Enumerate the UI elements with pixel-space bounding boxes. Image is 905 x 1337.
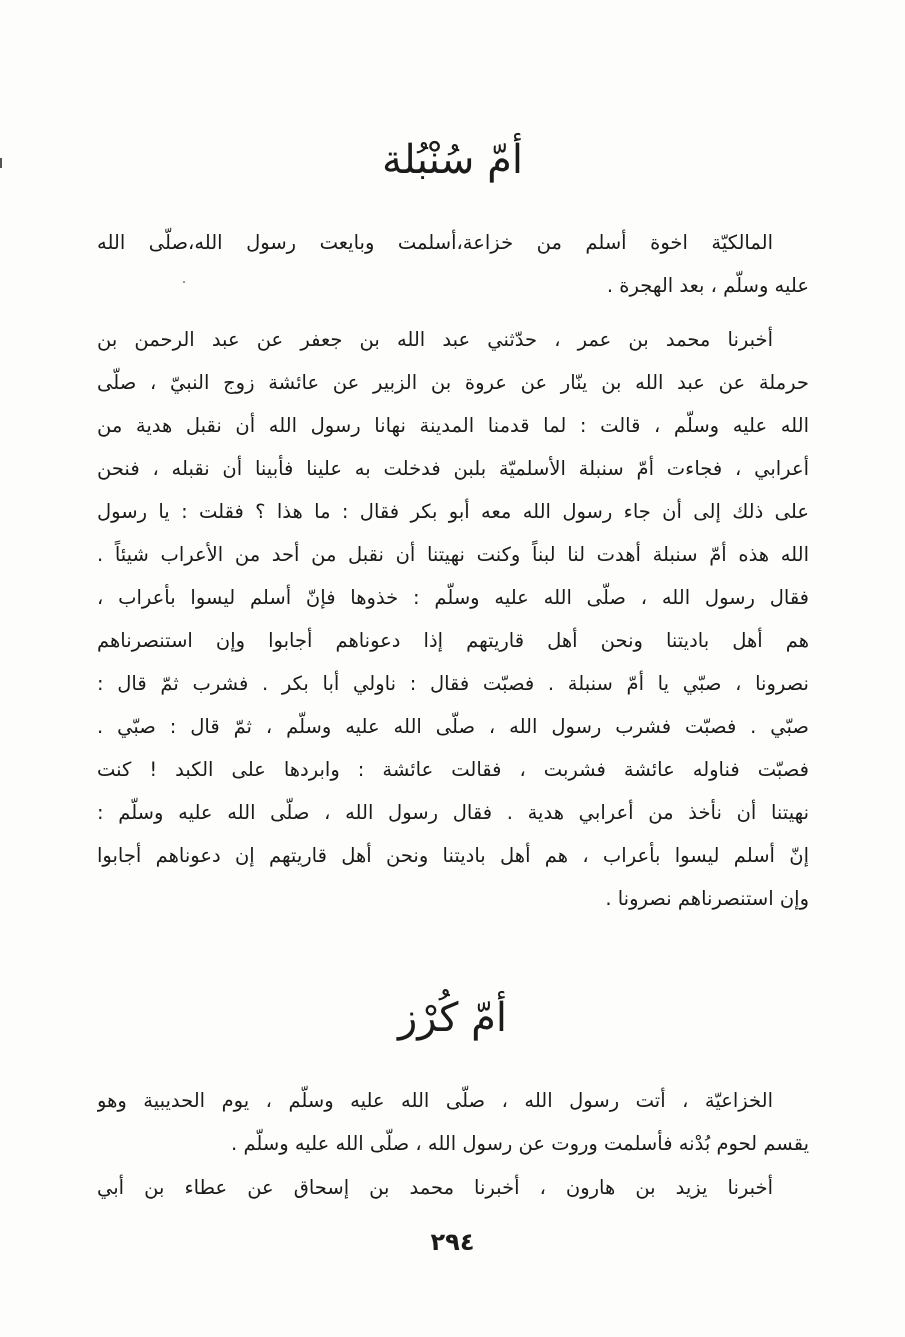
text-line: الله هذه أمّ سنبلة أهدت لنا لبناً وكنت نهيتنا أن نقبل من أحد من الأعراب شيئاً . [97,543,809,566]
text-line: أخبرنا يزيد بن هارون ، أخبرنا محمد بن إسحاق عن عطاء بن أبي [97,1176,773,1199]
text-line: يقسم لحوم بُدْنه فأسلمت وروت عن رسول الله ، صلّى الله عليه وسلّم . [231,1132,809,1155]
section1-intro-paragraph [97,221,809,307]
section-title-umm-sunbula: أمّ سُنْبُلة [382,137,523,183]
text-line: نهيتنا أن نأخذ من أعرابي هدية . فقال رسول الله ، صلّى الله عليه وسلّم : [97,801,809,824]
section2-hadith-paragraph [97,1166,809,1209]
text-line: عليه وسلّم ، بعد الهجرة . [606,274,809,297]
text-line: فقال رسول الله ، صلّى الله عليه وسلّم : خذوها فإنّ أسلم ليسوا بأعراب ، [97,586,809,609]
text-line: على ذلك إلى أن جاء رسول الله معه أبو بكر فقال : ما هذا ؟ فقلت : يا رسول [97,500,809,523]
text-line: أعرابي ، فجاءت أمّ سنبلة الأسلميّة بلبن فدخلت به علينا فأبينا أن نقبله ، فنحن [97,457,809,480]
page-number: ٢٩٤ [430,1228,475,1256]
text-line: هم أهل باديتنا ونحن أهل قاريتهم إذا دعوناهم أجابوا وإن استنصرناهم [97,629,809,652]
section-title-umm-kurz: أمّ كُرْز [397,995,508,1041]
text-line: صبّي . فصبّت فشرب رسول الله ، صلّى الله عليه وسلّم ، ثمّ قال : صبّي . [97,715,809,738]
section2-intro-paragraph [97,1079,809,1165]
text-line: أخبرنا محمد بن عمر ، حدّثني عبد الله بن جعفر عن عبد الرحمن بن [97,328,773,351]
text-line: إنّ أسلم ليسوا بأعراب ، هم أهل باديتنا ونحن أهل قاريتهم إن دعوناهم أجابوا [97,844,809,867]
text-line: المالكيّة اخوة أسلم من خزاعة،أسلمت وبايعت رسول الله،صلّى الله [97,231,773,254]
text-line: وإن استنصرناهم نصرونا . [605,887,809,910]
text-line: حرملة عن عبد الله بن ينّار عن عروة بن الزبير عن عائشة زوج النبيّ ، صلّى [97,371,809,394]
text-line: الخزاعيّة ، أتت رسول الله ، صلّى الله عليه وسلّم ، يوم الحديبية وهو [97,1089,773,1112]
text-line: الله عليه وسلّم ، قالت : لما قدمنا المدينة نهانا رسول الله أن نقبل هدية من [97,414,809,437]
section1-hadith-paragraph [97,318,809,920]
text-line: فصبّت فناوله عائشة فشربت ، فقالت عائشة : وابردها على الكبد ! كنت [97,758,809,781]
text-line: نصرونا ، صبّي يا أمّ سنبلة . فصبّت فقال : ناولي أبا بكر . فشرب ثمّ قال : [97,672,809,695]
